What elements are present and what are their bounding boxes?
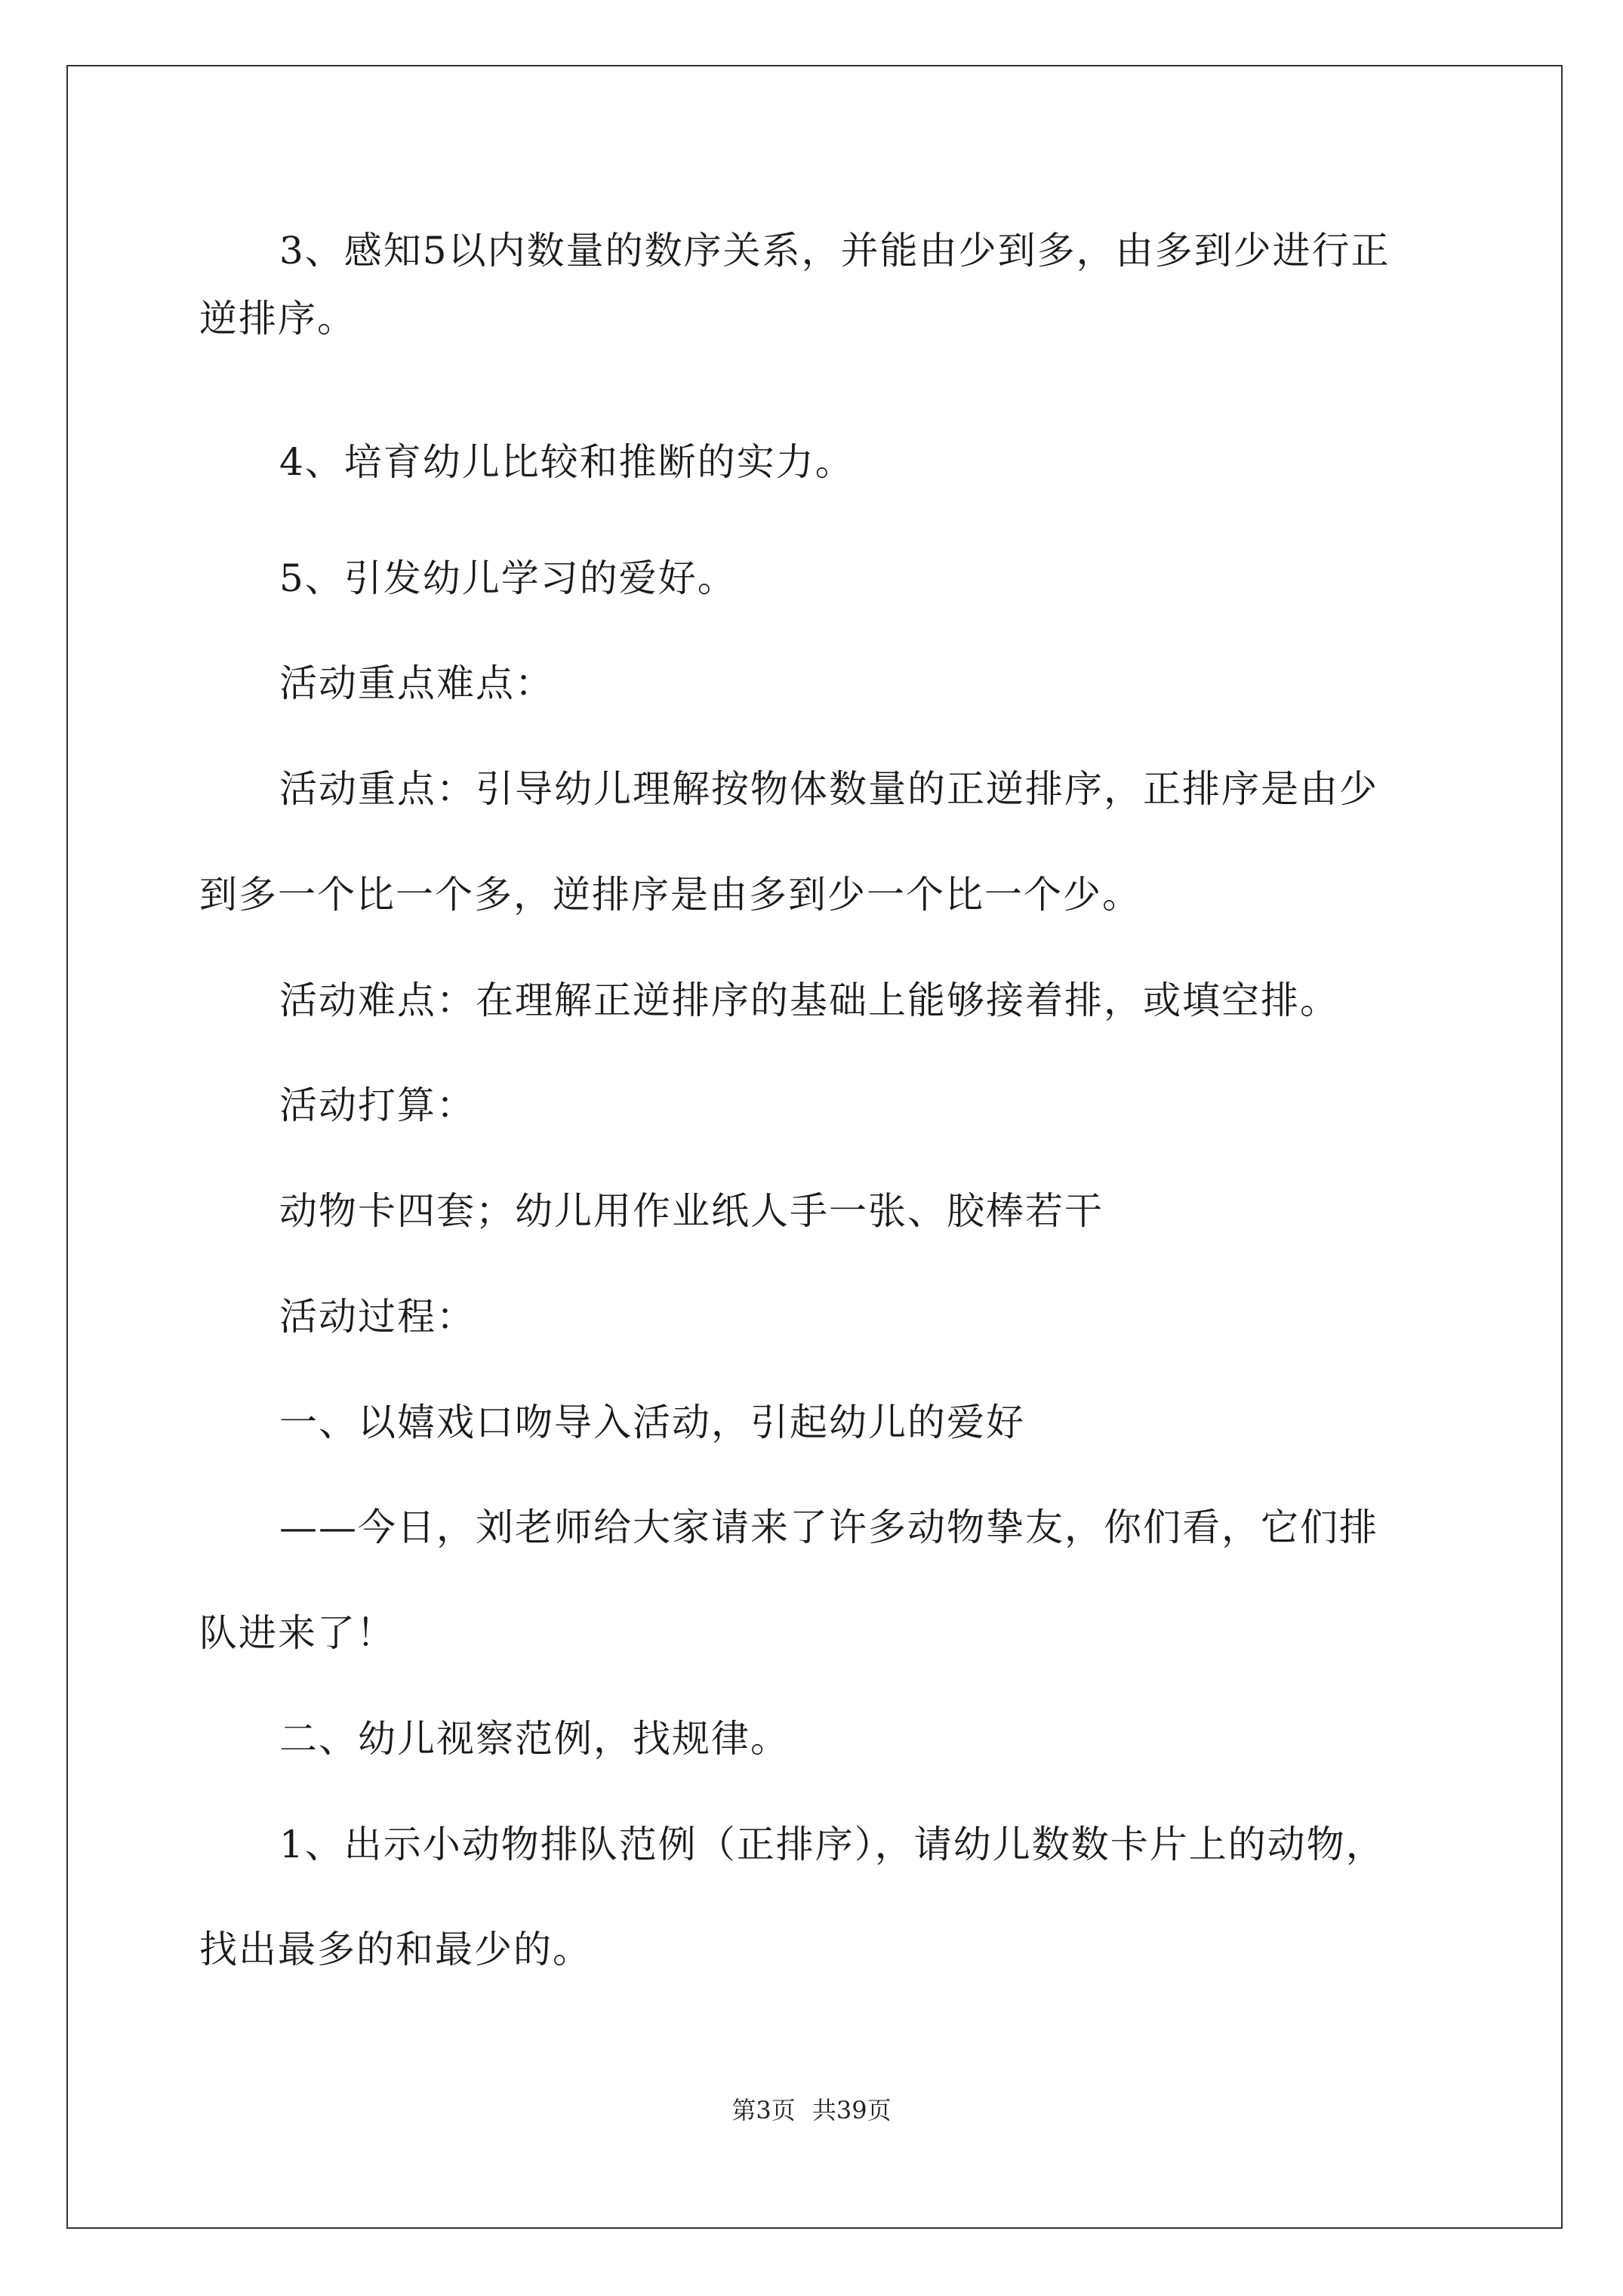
section-heading: 活动过程： [279,1295,476,1339]
paragraph-line: ——今日，刘老师给大家请来了许多动物挚友，你们看，它们排 [279,1505,1378,1549]
paragraph-line: 活动重点：引导幼儿理解按物体数量的正逆排序，正排序是由少 [279,767,1378,811]
paragraph-line: 5、引发幼儿学习的爱好。 [279,556,737,600]
page-number: 第3页 [731,2096,796,2125]
paragraph-line: 队进来了！ [199,1611,396,1655]
paragraph-line: 到多一个比一个多，逆排序是由多到少一个比一个少。 [199,873,1141,917]
paragraph-line: 4、培育幼儿比较和推断的实力。 [279,440,855,484]
paragraph-line: 活动难点：在理解正逆排序的基础上能够接着排，或填空排。 [279,978,1339,1022]
section-heading: 活动重点难点： [279,661,554,705]
paragraph-line: 逆排序。 [199,297,356,341]
paragraph-line: 3、感知5以内数量的数序关系，并能由少到多，由多到少进行正 [279,229,1390,273]
page-total: 共39页 [812,2096,892,2125]
page-footer [0,2095,1623,2125]
paragraph-line: 动物卡四套；幼儿用作业纸人手一张、胶棒若干 [279,1189,1104,1233]
paragraph-line: 二、幼儿视察范例，找规律。 [279,1717,790,1761]
paragraph-line: 找出最多的和最少的。 [199,1928,592,1971]
page-border [66,65,1563,2229]
section-heading: 活动打算： [279,1083,476,1127]
paragraph-line: 1、出示小动物排队范例（正排序），请幼儿数数卡片上的动物， [279,1823,1385,1866]
paragraph-line: 一、以嬉戏口吻导入活动，引起幼儿的爱好 [279,1401,1025,1444]
